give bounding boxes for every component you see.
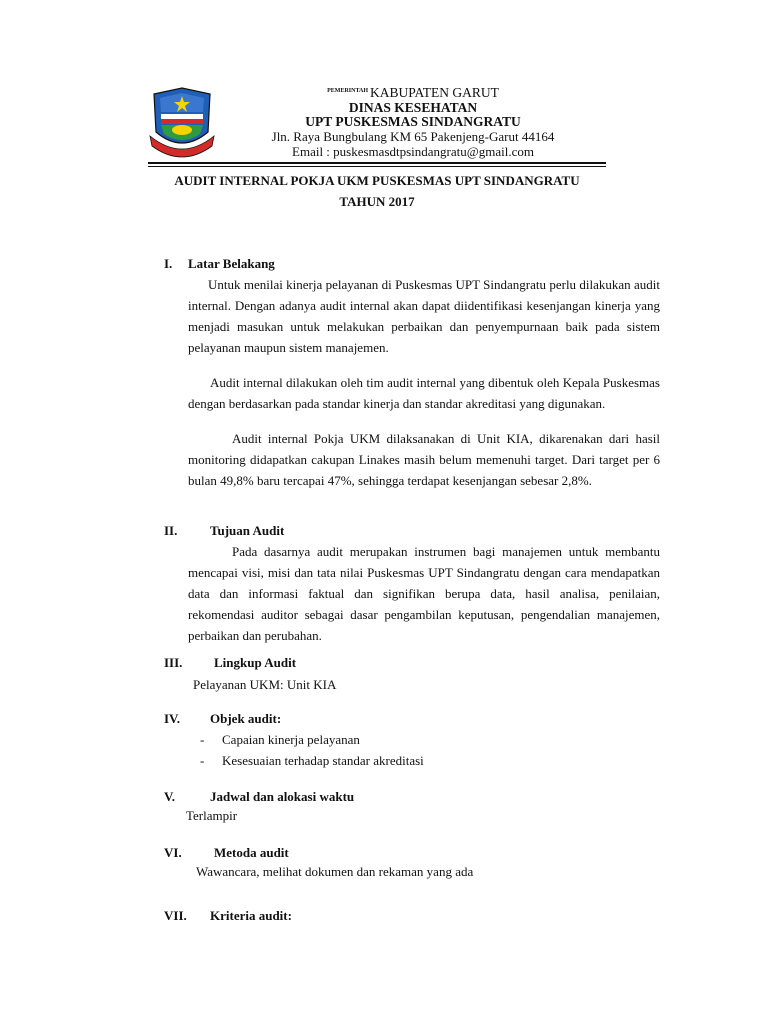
section-3-heading: III. Lingkup Audit <box>164 655 297 670</box>
section-2-heading: II. Tujuan Audit <box>164 523 285 538</box>
section-5-text: Terlampir <box>186 808 238 823</box>
section-1-paragraph-1: Untuk menilai kinerja pelayanan di Puskesmas UPT Sindangratu perlu dilakukan audit internal. Dengan adanya audit internal akan dapat diidentifikasi kesenjangan kinerja yang menjadi masukan untuk melakukan perbaikan dan penyempurnaan baik pada sistem pelayanan maupun sistem manajemen. <box>188 277 660 355</box>
letterhead-puskesmas: UPT PUSKESMAS SINDANGRATU <box>305 114 521 129</box>
list-item: - Kesesuaian terhadap standar akreditasi <box>200 753 424 768</box>
letterhead-rule-thin <box>148 166 606 167</box>
document-year: TAHUN 2017 <box>339 194 415 209</box>
section-5-heading: V. Jadwal dan alokasi waktu <box>164 789 355 804</box>
section-2-paragraph-1: Pada dasarnya audit merupakan instrumen bagi manajemen untuk membantu mencapai visi, misi dan tata nilai Puskesmas UPT Sindangratu dengan cara mendapatkan data dan informasi faktual dan signifikan berupa data, hasil analisa, penilaian, rekomendasi auditor sebagai dasar pengambilan keputusan, pengendalian manajemen, perbaikan dan perubahan. <box>188 544 660 643</box>
letterhead-rule-thick <box>148 162 606 164</box>
document-title: AUDIT INTERNAL POKJA UKM PUSKESMAS UPT SINDANGRATU <box>174 173 580 188</box>
section-1-heading: I. Latar Belakang <box>164 256 275 271</box>
garut-regency-logo <box>148 84 216 164</box>
section-6-text: Wawancara, melihat dokumen dan rekaman yang ada <box>196 864 474 879</box>
section-1-paragraph-3: Audit internal Pokja UKM dilaksanakan di Unit KIA, dikarenakan dari hasil monitoring didapatkan cakupan Linakes masih belum memenuhi target. Dari target per 6 bulan 49,8% baru tercapai 47%, sehingga terdapat kesenjangan sebesar 2,8%. <box>188 431 660 488</box>
section-7-heading: VII. Kriteria audit: <box>164 908 292 923</box>
section-1-paragraph-2: Audit internal dilakukan oleh tim audit internal yang dibentuk oleh Kepala Puskesmas dengan berdasarkan pada standar kinerja dan standar akreditasi yang digunakan. <box>188 375 660 411</box>
letterhead-address: Jln. Raya Bungbulang KM 65 Pakenjeng-Garut 44164 <box>271 129 555 144</box>
bullet-dash: - <box>200 753 205 768</box>
letterhead-email: Email : puskesmasdtpsindangratu@gmail.com <box>292 144 534 159</box>
section-6-heading: VI. Metoda audit <box>164 845 289 860</box>
list-item: - Capaian kinerja pelayanan <box>200 732 360 747</box>
bullet-dash: - <box>200 732 205 747</box>
letterhead-pemerintah: PEMERINTAH <box>327 88 368 94</box>
section-4-heading: IV. Objek audit: <box>164 711 282 726</box>
letterhead-dinas: DINAS KESEHATAN <box>348 100 478 115</box>
section-3-text: Pelayanan UKM: Unit KIA <box>193 677 337 692</box>
letterhead-kabupaten: $^{PEMERINTAH}$ KABUPATEN GARUT <box>327 85 499 100</box>
